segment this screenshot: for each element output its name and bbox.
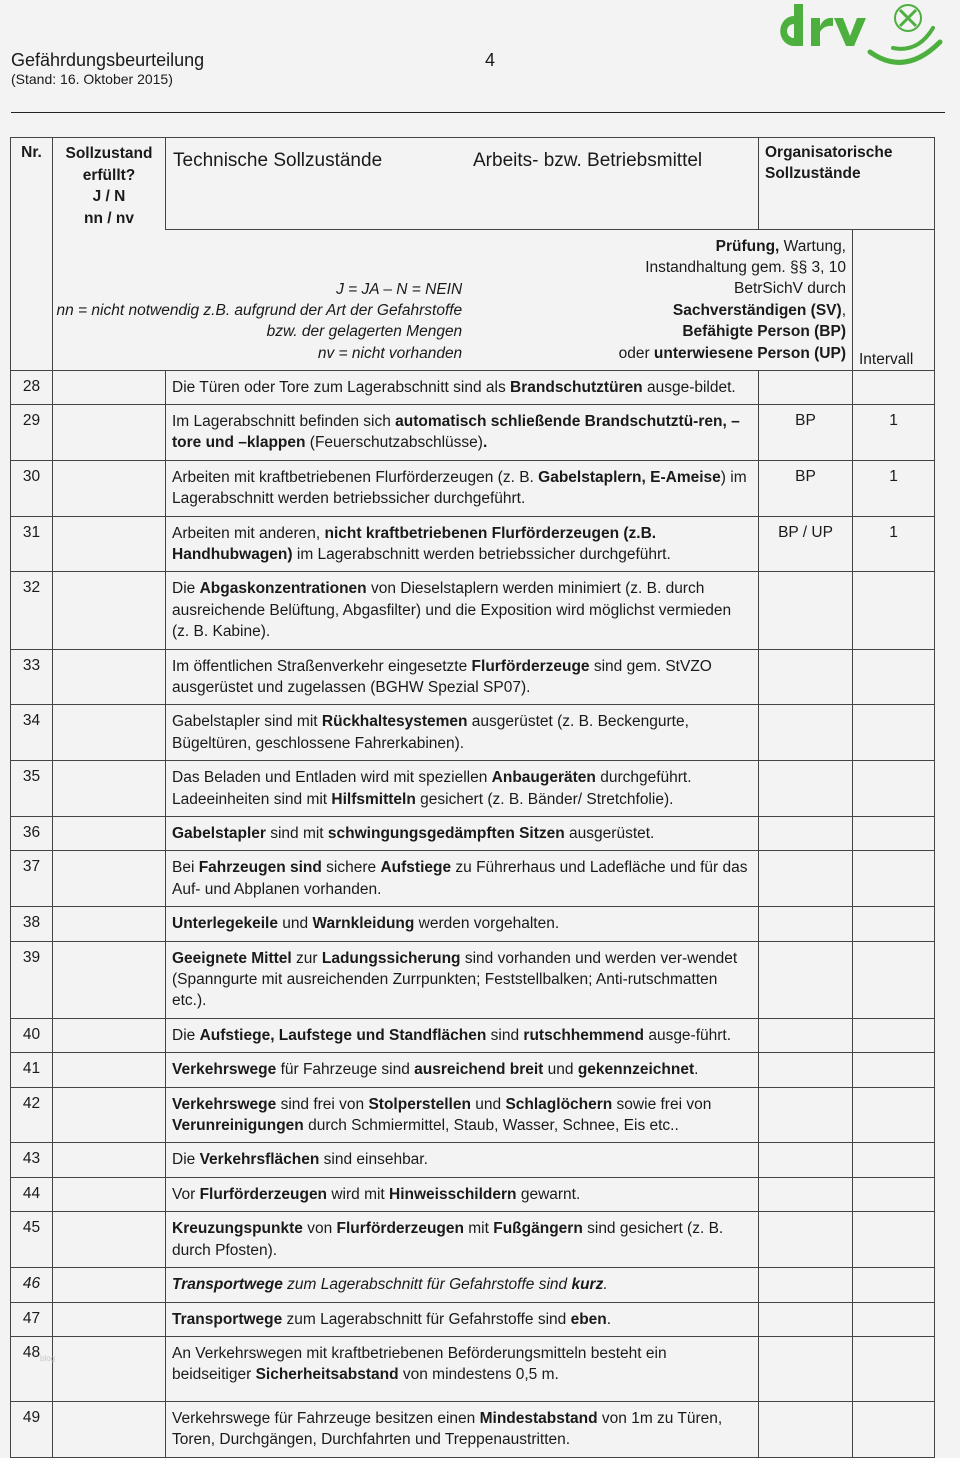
pruefung-text bbox=[619, 236, 846, 364]
table-row bbox=[11, 1212, 935, 1268]
pruefer-cell[interactable] bbox=[759, 1143, 853, 1177]
intervall-cell[interactable] bbox=[853, 1143, 935, 1177]
pruefer-cell[interactable]: BP bbox=[759, 460, 853, 516]
erfuellt-cell[interactable] bbox=[53, 817, 166, 851]
legend-wrap bbox=[56, 236, 847, 370]
requirement-text: Arbeiten mit anderen, nicht kraftbetriebenen Flurförderzeugen (z.B. Handhubwagen) im Lagerabschnitt werden betriebssicher durchgeführt. bbox=[166, 516, 759, 572]
erfuellt-cell[interactable] bbox=[53, 516, 166, 572]
pruefer-cell[interactable] bbox=[759, 572, 853, 649]
pruefung-line: Instandhaltung gem. §§ 3, 10 bbox=[645, 258, 846, 276]
table-row bbox=[11, 1401, 935, 1457]
table-row bbox=[11, 572, 935, 649]
pruefer-cell[interactable]: BP / UP bbox=[759, 516, 853, 572]
requirement-text: Verkehrswege sind frei von Stolperstellen und Schlaglöchern sowie frei von Verunreinigungen durch Schmiermittel, Staub, Wasser, Schnee, Eis etc.. bbox=[166, 1087, 759, 1143]
technisch-title: Technische Sollzustände bbox=[173, 150, 383, 171]
erfuellt-cell[interactable] bbox=[53, 404, 166, 460]
requirement-text: Transportwege zum Lagerabschnitt für Gefahrstoffe sind kurz. bbox=[166, 1268, 759, 1302]
erfuellt-cell[interactable] bbox=[53, 649, 166, 705]
page-header bbox=[11, 50, 204, 87]
pruefer-cell[interactable] bbox=[759, 1268, 853, 1302]
row-number: 31 bbox=[11, 516, 53, 572]
pruefer-cell[interactable] bbox=[759, 1336, 853, 1401]
row-number: 33 bbox=[11, 649, 53, 705]
page-number: 4 bbox=[485, 50, 496, 70]
row-number: 47 bbox=[11, 1302, 53, 1336]
table-row bbox=[11, 1087, 935, 1143]
pruefung-line: Sachverständigen (SV), bbox=[672, 301, 846, 319]
pruefer-cell[interactable] bbox=[759, 1053, 853, 1087]
row-number: 35 bbox=[11, 761, 53, 817]
table-row bbox=[11, 649, 935, 705]
row-number: 41 bbox=[11, 1053, 53, 1087]
row-number: 44 bbox=[11, 1177, 53, 1211]
column-header-intervall: Intervall bbox=[853, 229, 935, 370]
column-header-erfuellt bbox=[53, 138, 166, 230]
erfuellt-cell[interactable] bbox=[53, 907, 166, 941]
erfuellt-cell[interactable] bbox=[53, 941, 166, 1018]
table-row bbox=[11, 1336, 935, 1401]
erfuellt-cell[interactable] bbox=[53, 1268, 166, 1302]
requirement-text: Arbeiten mit kraftbetriebenen Flurförderzeugen (z. B. Gabelstaplern, E-Ameise) im Lagerabschnitt werden betriebssicher durchgeführt. bbox=[166, 460, 759, 516]
erfuellt-cell[interactable] bbox=[53, 572, 166, 649]
legend bbox=[57, 279, 463, 365]
intervall-cell[interactable] bbox=[853, 817, 935, 851]
intervall-cell[interactable] bbox=[853, 705, 935, 761]
requirement-text: Vor Flurförderzeugen wird mit Hinweisschildern gewarnt. bbox=[166, 1177, 759, 1211]
intervall-cell[interactable] bbox=[853, 1018, 935, 1052]
intervall-cell[interactable] bbox=[853, 649, 935, 705]
row-number: 30 bbox=[11, 460, 53, 516]
table-row bbox=[11, 941, 935, 1018]
table-row bbox=[11, 1268, 935, 1302]
legend-line: nv = nicht vorhanden bbox=[317, 344, 463, 362]
intervall-cell[interactable]: 1 bbox=[853, 460, 935, 516]
requirement-text: Die Verkehrsflächen sind einsehbar. bbox=[166, 1143, 759, 1177]
table-row bbox=[11, 907, 935, 941]
table-row bbox=[11, 370, 935, 404]
intervall-cell[interactable] bbox=[853, 1336, 935, 1401]
column-header-technisch bbox=[166, 138, 759, 230]
table-row bbox=[11, 1053, 935, 1087]
requirement-text: Verkehrswege für Fahrzeuge besitzen einen Mindestabstand von 1m zu Türen, Toren, Durchgängen, Durchfahrten und Treppenaustritten. bbox=[166, 1401, 759, 1457]
intervall-cell[interactable] bbox=[853, 1053, 935, 1087]
requirement-text: An Verkehrswegen mit kraftbetriebenen Beförderungsmitteln besteht ein beidseitiger Sicherheitsabstand von mindestens 0,5 m. bbox=[166, 1336, 759, 1401]
pruefung-header bbox=[56, 229, 853, 370]
row-number: 49 bbox=[11, 1401, 53, 1457]
row-number: 40 bbox=[11, 1018, 53, 1052]
table-row bbox=[11, 705, 935, 761]
requirement-text: Die Aufstiege, Laufstege und Standflächen sind rutschhemmend ausge-führt. bbox=[166, 1018, 759, 1052]
pruefer-cell[interactable]: BP bbox=[759, 404, 853, 460]
erfuellt-cell[interactable] bbox=[53, 460, 166, 516]
row-number: 39 bbox=[11, 941, 53, 1018]
pruefung-line: BetrSichV durch bbox=[734, 280, 846, 298]
erfuellt-cell[interactable] bbox=[53, 851, 166, 907]
pruefer-cell[interactable] bbox=[759, 1212, 853, 1268]
pruefer-cell[interactable] bbox=[759, 941, 853, 1018]
table-row bbox=[11, 516, 935, 572]
requirement-text: Unterlegekeile und Warnkleidung werden vorgehalten. bbox=[166, 907, 759, 941]
erfuellt-cell[interactable] bbox=[53, 1087, 166, 1143]
table-row bbox=[11, 404, 935, 460]
erfuellt-label-line-1: Sollzustand bbox=[65, 145, 153, 162]
intervall-cell[interactable] bbox=[853, 1177, 935, 1211]
row-number: 34 bbox=[11, 705, 53, 761]
intervall-cell[interactable]: 1 bbox=[853, 404, 935, 460]
watermark: blog bbox=[40, 1354, 56, 1363]
pruefer-cell[interactable] bbox=[759, 1177, 853, 1211]
pruefer-cell[interactable] bbox=[759, 1302, 853, 1336]
row-number: 48 bbox=[11, 1336, 53, 1401]
requirement-text: Die Abgaskonzentrationen von Dieselstaplern werden minimiert (z. B. durch ausreichende Belüftung, Abgasfilter) und die Exposition wird möglichst vermieden (z. B. Kabine). bbox=[166, 572, 759, 649]
erfuellt-label-line-2: erfüllt? bbox=[82, 166, 136, 184]
drv-logo-icon bbox=[775, 2, 955, 72]
intervall-cell[interactable] bbox=[853, 851, 935, 907]
table-row bbox=[11, 851, 935, 907]
erfuellt-cell[interactable] bbox=[53, 1302, 166, 1336]
pruefer-cell[interactable] bbox=[759, 907, 853, 941]
legend-line: J = JA – N = NEIN bbox=[336, 280, 463, 298]
erfuellt-cell[interactable] bbox=[53, 1018, 166, 1052]
org-label-line-2: Sollzustände bbox=[765, 165, 861, 182]
pruefer-cell[interactable] bbox=[759, 1401, 853, 1457]
intervall-cell[interactable] bbox=[853, 572, 935, 649]
risk-assessment-table bbox=[10, 137, 935, 1458]
table-row bbox=[11, 1018, 935, 1052]
pruefer-cell[interactable] bbox=[759, 370, 853, 404]
intervall-cell[interactable] bbox=[853, 1302, 935, 1336]
row-number: 36 bbox=[11, 817, 53, 851]
pruefer-cell[interactable] bbox=[759, 817, 853, 851]
intervall-cell[interactable] bbox=[853, 1212, 935, 1268]
column-header-organisatorisch bbox=[759, 138, 935, 230]
row-number: 43 bbox=[11, 1143, 53, 1177]
requirement-text: Verkehrswege für Fahrzeuge sind ausreichend breit und gekennzeichnet. bbox=[166, 1053, 759, 1087]
erfuellt-cell[interactable] bbox=[53, 705, 166, 761]
row-number: 32 bbox=[11, 572, 53, 649]
document-date: (Stand: 16. Oktober 2015) bbox=[11, 71, 173, 87]
intervall-cell[interactable] bbox=[853, 907, 935, 941]
erfuellt-cell[interactable] bbox=[53, 370, 166, 404]
requirement-text: Gabelstapler sind mit schwingungsgedämpften Sitzen ausgerüstet. bbox=[166, 817, 759, 851]
document-title: Gefährdungsbeurteilung bbox=[11, 50, 205, 70]
row-number: 29 bbox=[11, 404, 53, 460]
column-header-nr: Nr. bbox=[11, 138, 53, 371]
requirement-text: Das Beladen und Entladen wird mit speziellen Anbaugeräten durchgeführt. Ladeeinheiten sind mit Hilfsmitteln gesichert (z. B. Bänder/ Stretchfolie). bbox=[166, 761, 759, 817]
intervall-cell[interactable] bbox=[853, 761, 935, 817]
table-row bbox=[11, 1177, 935, 1211]
row-number: 45 bbox=[11, 1212, 53, 1268]
table-row bbox=[11, 460, 935, 516]
pruefung-line: oder unterwiesene Person (UP) bbox=[618, 344, 846, 362]
erfuellt-cell[interactable] bbox=[53, 1401, 166, 1457]
requirement-text: Geeignete Mittel zur Ladungssicherung sind vorhanden und werden ver-wendet (Spanngurte mit ausreichenden Zurrpunkten; Feststellbalken; Anti-rutschmatten etc.). bbox=[166, 941, 759, 1018]
requirement-text: Kreuzungspunkte von Flurförderzeugen mit Fußgängern sind gesichert (z. B. durch Pfosten). bbox=[166, 1212, 759, 1268]
intervall-cell[interactable] bbox=[853, 941, 935, 1018]
legend-line: bzw. der gelagerten Mengen bbox=[266, 323, 463, 341]
pruefer-cell[interactable] bbox=[759, 851, 853, 907]
table-row bbox=[11, 761, 935, 817]
erfuellt-label-line-3: J / N bbox=[92, 188, 126, 205]
table-header-row-1 bbox=[11, 138, 935, 230]
erfuellt-cell[interactable] bbox=[53, 1212, 166, 1268]
table-row bbox=[11, 817, 935, 851]
legend-line: nn = nicht notwendig z.B. aufgrund der Art der Gefahrstoffe bbox=[56, 301, 463, 319]
erfuellt-cell[interactable] bbox=[53, 1053, 166, 1087]
row-number: 28 bbox=[11, 370, 53, 404]
pruefung-line: Prüfung, Wartung, bbox=[715, 237, 846, 255]
erfuellt-cell[interactable] bbox=[53, 1336, 166, 1401]
intervall-cell[interactable] bbox=[853, 370, 935, 404]
pruefer-cell[interactable] bbox=[759, 761, 853, 817]
erfuellt-label-line-4: nn / nv bbox=[84, 209, 134, 227]
header-divider bbox=[11, 112, 945, 113]
technisch-subtitle: Arbeits- bzw. Betriebsmittel bbox=[473, 150, 703, 171]
pruefung-line: Befähigte Person (BP) bbox=[682, 323, 846, 341]
table-header-row-2 bbox=[11, 229, 935, 370]
intervall-cell[interactable] bbox=[853, 1268, 935, 1302]
org-label-line-1: Organisatorische bbox=[765, 144, 893, 161]
pruefer-cell[interactable] bbox=[759, 1018, 853, 1052]
pruefer-cell[interactable] bbox=[759, 649, 853, 705]
requirement-text: Die Türen oder Tore zum Lagerabschnitt sind als Brandschutztüren ausge-bildet. bbox=[166, 370, 759, 404]
row-number: 42 bbox=[11, 1087, 53, 1143]
row-number: 38 bbox=[11, 907, 53, 941]
requirement-text: Im Lagerabschnitt befinden sich automatisch schließende Brandschutztü-ren, –tore und –klappen (Feuerschutzabschlüsse). bbox=[166, 404, 759, 460]
erfuellt-cell[interactable] bbox=[53, 1177, 166, 1211]
erfuellt-cell[interactable] bbox=[53, 1143, 166, 1177]
requirement-text: Im öffentlichen Straßenverkehr eingesetzte Flurförderzeuge sind gem. StVZO ausgerüstet und zugelassen (BGHW Spezial SP07). bbox=[166, 649, 759, 705]
table-row bbox=[11, 1302, 935, 1336]
pruefer-cell[interactable] bbox=[759, 1087, 853, 1143]
intervall-cell[interactable]: 1 bbox=[853, 516, 935, 572]
intervall-cell[interactable] bbox=[853, 1401, 935, 1457]
erfuellt-cell[interactable] bbox=[53, 761, 166, 817]
pruefer-cell[interactable] bbox=[759, 705, 853, 761]
row-number: 37 bbox=[11, 851, 53, 907]
row-number: 46 bbox=[11, 1268, 53, 1302]
requirement-text: Gabelstapler sind mit Rückhaltesystemen ausgerüstet (z. B. Beckengurte, Bügeltüren, geschlossene Fahrerkabinen). bbox=[166, 705, 759, 761]
requirement-text: Transportwege zum Lagerabschnitt für Gefahrstoffe sind eben. bbox=[166, 1302, 759, 1336]
intervall-cell[interactable] bbox=[853, 1087, 935, 1143]
requirement-text: Bei Fahrzeugen sind sichere Aufstiege zu Führerhaus und Ladefläche und für das Auf- und Abplanen vorhanden. bbox=[166, 851, 759, 907]
table-row bbox=[11, 1143, 935, 1177]
